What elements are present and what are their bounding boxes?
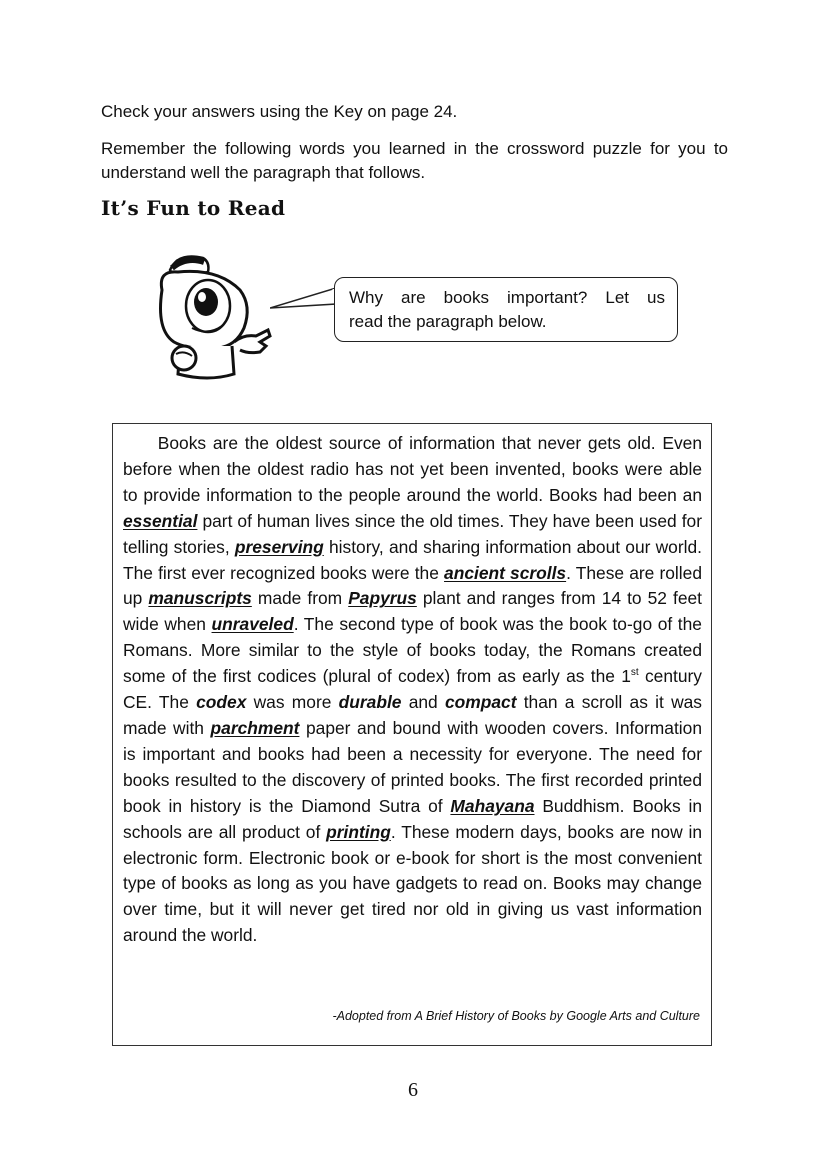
speech-bubble-line-2: read the paragraph below. bbox=[349, 312, 547, 331]
keyword-23: Mahayana bbox=[450, 795, 535, 816]
speech-bubble bbox=[334, 277, 678, 342]
speech-bubble-line-1: Why are books important? Let us bbox=[349, 288, 665, 307]
passage-text-20: than a scroll as it was made with bbox=[123, 692, 702, 738]
keyword-21: parchment bbox=[210, 717, 300, 738]
reading-passage bbox=[123, 431, 702, 949]
keyword-15: codex bbox=[196, 692, 247, 713]
passage-text-14: century CE. The bbox=[123, 666, 702, 713]
passage-text-8: made from bbox=[251, 588, 349, 609]
keyword-11: unraveled bbox=[211, 614, 294, 635]
page-number: 6 bbox=[408, 1079, 418, 1101]
reading-passage-box bbox=[112, 423, 712, 1046]
keyword-9: Papyrus bbox=[348, 588, 417, 609]
keyword-13: st bbox=[630, 667, 639, 679]
mascot-icon bbox=[148, 250, 273, 385]
passage-text-26: . These modern days, books are now in electronic form. Electronic book or e-book for short is the most convenient type of books as long as you have gadgets to read on. Books may change over time, but it will never get tired nor old in giving us vast information around the world. bbox=[123, 821, 702, 946]
section-heading: It’s Fun to Read bbox=[101, 196, 286, 220]
keyword-1: essential bbox=[123, 510, 198, 531]
keyword-7: manuscripts bbox=[148, 588, 252, 609]
passage-text-0: Books are the oldest source of information that never gets old. Even before when the oldest radio has not yet been invented, books were able to provide information to the people around the world. Books had been an bbox=[123, 433, 702, 505]
passage-text-10: plant and ranges from 14 to 52 feet wide when bbox=[123, 588, 702, 635]
passage-text-18: and bbox=[401, 692, 445, 713]
passage-text-2: part of human lives since the old times. They have been used for telling stories, bbox=[123, 510, 702, 557]
keyword-25: printing bbox=[326, 821, 391, 842]
keyword-19: compact bbox=[444, 692, 517, 713]
keyword-5: ancient scrolls bbox=[444, 562, 567, 583]
passage-text-12: . The second type of book was the book to-go of the Romans. More similar to the style of books today, the Romans created some of the first codices (plural of codex) from as early as the 1 bbox=[123, 614, 702, 687]
passage-text-4: history, and sharing information about our world. The first ever recognized books were the bbox=[123, 536, 702, 583]
passage-text-24: Buddhism. Books in schools are all product of bbox=[123, 795, 703, 842]
answer-key-instruction: Check your answers using the Key on page 24. bbox=[101, 102, 458, 121]
passage-text-6: . These are rolled up bbox=[123, 562, 702, 609]
passage-text-16: was more bbox=[246, 692, 339, 713]
keyword-3: preserving bbox=[234, 536, 324, 557]
keyword-17: durable bbox=[338, 692, 402, 713]
source-citation: -Adopted from A Brief History of Books by Google Arts and Culture bbox=[332, 1009, 700, 1023]
passage-text-22: paper and bound with wooden covers. Information is important and books had been a necessity for everyone. The need for books resulted to the discovery of printed books. The first recorded printed book in history is the Diamond Sutra of bbox=[123, 717, 702, 816]
intro-paragraph: Remember the following words you learned in the crossword puzzle for you to understand well the paragraph that follows. bbox=[101, 139, 728, 182]
speech-bubble-tail bbox=[270, 286, 340, 310]
